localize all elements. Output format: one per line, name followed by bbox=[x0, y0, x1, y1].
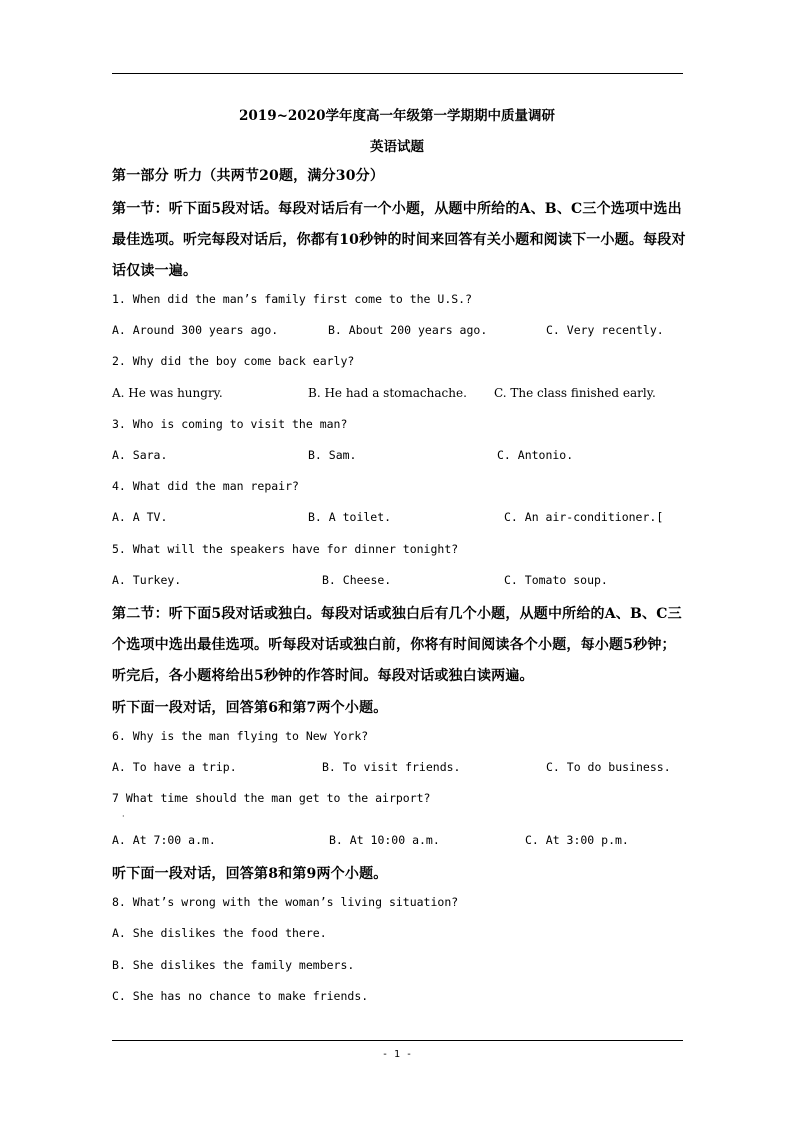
stray-dot-mark: · bbox=[122, 812, 125, 821]
q3-option-b: B. Sam. bbox=[308, 448, 357, 462]
question-4: 4. What did the man repair? bbox=[112, 479, 299, 493]
q1-option-a: A. Around 300 years ago. bbox=[112, 323, 279, 337]
section1-instructions-line3: 话仅读一遍。 bbox=[112, 263, 198, 279]
q7-option-a: A. At 7:00 a.m. bbox=[112, 833, 216, 847]
section2-instructions-line1: 第二节：听下面5段对话或独白。每段对话或独白后有几个小题，从题中所给的A、B、C三 bbox=[112, 606, 682, 622]
question-8: 8. What’s wrong with the woman’s living situation? bbox=[112, 895, 459, 909]
q3-option-c: C. Antonio. bbox=[497, 448, 574, 462]
part1-heading: 第一部分 听力（共两节20题，满分30分） bbox=[112, 168, 385, 184]
q8-option-a: A. She dislikes the food there. bbox=[112, 926, 327, 940]
q4-option-b: B. A toilet. bbox=[308, 510, 392, 524]
q4-option-c: C. An air-conditioner.[ bbox=[504, 510, 664, 524]
q2-option-c: C. The class finished early. bbox=[494, 386, 656, 400]
footer-rule bbox=[112, 1040, 683, 1041]
question-2: 2. Why did the boy come back early? bbox=[112, 354, 355, 368]
q7-option-c: C. At 3:00 p.m. bbox=[525, 833, 629, 847]
q6-option-c: C. To do business. bbox=[546, 760, 671, 774]
question-7: 7 What time should the man get to the airport? bbox=[112, 791, 431, 805]
section2-instructions-line2: 个选项中选出最佳选项。听每段对话或独白前，你将有时间阅读各个小题，每小题5秒钟； bbox=[112, 637, 676, 653]
question-6: 6. Why is the man flying to New York? bbox=[112, 729, 369, 743]
q1-option-b: B. About 200 years ago. bbox=[328, 323, 488, 337]
q6-option-b: B. To visit friends. bbox=[322, 760, 461, 774]
q6-option-a: A. To have a trip. bbox=[112, 760, 237, 774]
q1-option-c: C. Very recently. bbox=[546, 323, 664, 337]
page-number: - 1 - bbox=[381, 1049, 413, 1060]
q5-option-c: C. Tomato soup. bbox=[504, 573, 608, 587]
exam-title: 2019~2020学年度高一年级第一学期期中质量调研 bbox=[239, 108, 555, 124]
exam-subtitle: 英语试题 bbox=[370, 139, 424, 155]
conversation-2-heading: 听下面一段对话，回答第8和第9两个小题。 bbox=[112, 866, 388, 882]
question-3: 3. Who is coming to visit the man? bbox=[112, 417, 348, 431]
q5-option-a: A. Turkey. bbox=[112, 573, 182, 587]
q4-option-a: A. A TV. bbox=[112, 510, 168, 524]
q2-option-b: B. He had a stomachache. bbox=[308, 386, 467, 400]
section1-instructions-line2: 最佳选项。听完每段对话后，你都有10秒钟的时间来回答有关小题和阅读下一小题。每段对 bbox=[112, 232, 686, 248]
section1-instructions-line1: 第一节：听下面5段对话。每段对话后有一个小题，从题中所给的A、B、C三个选项中选出 bbox=[112, 201, 682, 217]
q8-option-b: B. She dislikes the family members. bbox=[112, 958, 355, 972]
question-5: 5. What will the speakers have for dinner tonight? bbox=[112, 542, 459, 556]
conversation-1-heading: 听下面一段对话，回答第6和第7两个小题。 bbox=[112, 700, 388, 716]
header-rule bbox=[112, 73, 683, 74]
q2-option-a: A. He was hungry. bbox=[112, 386, 223, 400]
q3-option-a: A. Sara. bbox=[112, 448, 168, 462]
q8-option-c: C. She has no chance to make friends. bbox=[112, 989, 369, 1003]
q5-option-b: B. Cheese. bbox=[322, 573, 392, 587]
q7-option-b: B. At 10:00 a.m. bbox=[329, 833, 440, 847]
question-1: 1. When did the man’s family first come to the U.S.? bbox=[112, 292, 473, 306]
section2-instructions-line3: 听完后，各小题将给出5秒钟的作答时间。每段对话或独白读两遍。 bbox=[112, 668, 534, 684]
